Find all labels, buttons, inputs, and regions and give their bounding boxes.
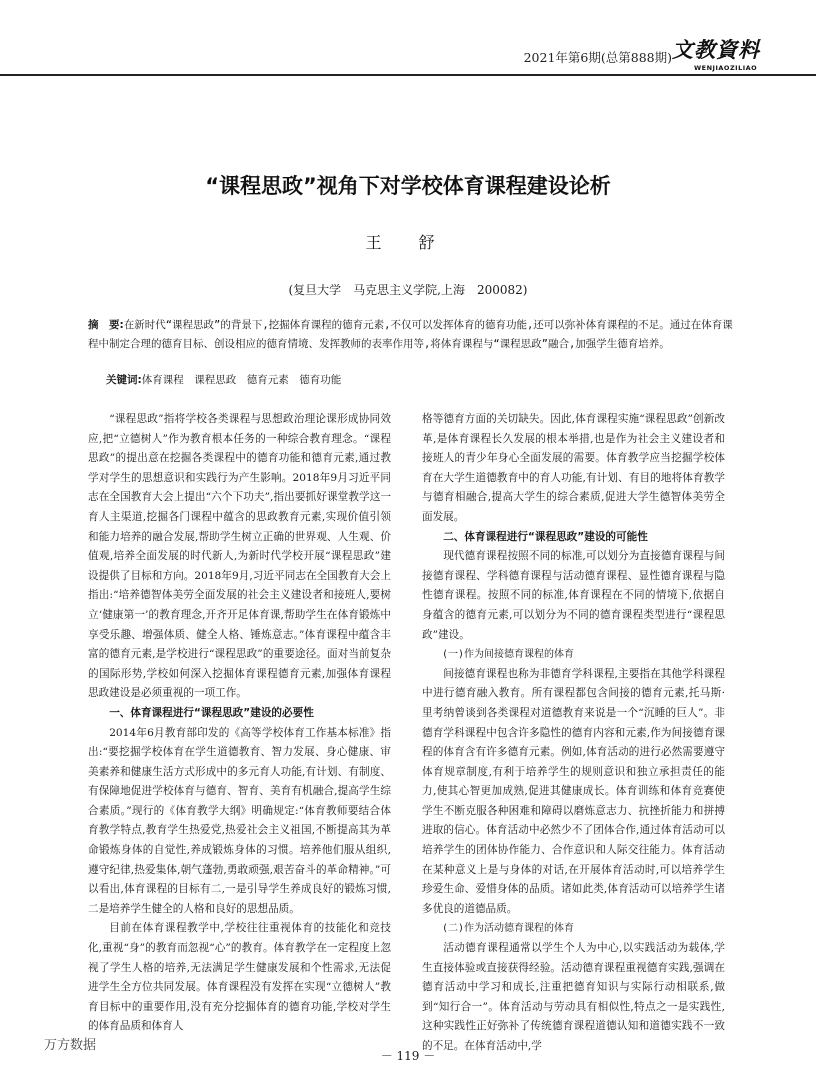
left-column [88,410,391,1037]
article-title: “课程思政”视角下对学校体育课程建设论析 [205,174,611,198]
paragraph: 现代德育课程按照不同的标准,可以划分为直接德育课程与间接德育课程、学科德育课程与活动德育课程、显性德育课程与隐性德育课程。按照不同的标准,体育课程在不同的情境下,依据自身蕴含的德育元素,可以划分为不同的德育课程类型进行“课程思政”建设。 [422,550,725,641]
issue-info: 2021年第6期(总第888期) [523,50,672,65]
paragraph: 2014年6月教育部印发的《高等学校体育工作基本标准》指出:“要挖掘学校体育在学生道德教育、智力发展、身心健康、审美素养和健康生活方式形成中的多元育人功能,有计划、有制度、有保障地促进学校体育与德育、智育、美育有机融合,提高学生综合素质。”现行的《体育教学大纲》明确规定:“体育教师要结合体育教学特点,教育学生热爱党,热爱社会主义祖国,不断提高其为革命锻炼身体的自觉性,养成锻炼身体的习惯。培养他们服从组织,遵守纪律,热爱集体,朝气蓬勃,勇敢顽强,艰苦奋斗的革命精神。”可以看出,体育课程的目标有二,一是引导学生养成良好的锻炼习惯,二是培养学生健全的人格和良好的思想品质。 [88,726,391,915]
abstract-label: 摘 要: [88,319,124,331]
journal-logo-pinyin: WENJIAOZILIAO [694,64,758,72]
watermark: 万方数据 [44,1038,97,1053]
subsection-heading: (一)作为间接德育课程的体育 [442,649,575,661]
author-affiliation: (复旦大学 马克思主义学院,上海 200082) [288,283,528,297]
header-rule [0,74,816,76]
keywords [106,372,746,387]
subsection-heading: (二)作为活动德育课程的体育 [442,923,575,935]
page-number: － 119 － [380,1049,436,1063]
paragraph: 活动德育课程通常以学生个人为中心,以实践活动为载体,学生直接体验或直接获得经验。活动德育课程重视德育实践,强调在德育活动中学习和成长,注重把德育知识与实际行动相联系,做到“知行合一”。体育活动与劳动具有相似性,特点之一是实践性,这种实践性正好弥补了传统德育课程道德认知和道德实践不一致的不足。在体育活动中,学 [422,942,725,1052]
author-name: 王 舒 [365,233,451,252]
paragraph: “课程思政”指将学校各类课程与思想政治理论课形成协同效应,把“立德树人”作为教育根本任务的一种综合教育理念。“课程思政”的提出意在挖掘各类课程中的德育功能和德育元素,通过教学对学生的思想意识和实践行为产生影响。2018年9月习近平同志在全国教育大会上提出“六个下功夫”,指出要抓好课堂教学这一育人主渠道,挖掘各门课程中蕴含的思政教育元素,实现价值引领和能力培养的融合发展,帮助学生树立正确的世界观、人生观、价值观,培养全面发展的时代新人,为新时代学校开展“课程思政”建设提供了目标和方向。2018年9月,习近平同志在全国教育大会上指出:“培养德智体美劳全面发展的社会主义建设者和接班人,要树立‘健康第一’的教育理念,开齐开足体育课,帮助学生在体育锻炼中享受乐趣、增强体质、健全人格、锤炼意志。”体育课程中蕴含丰富的德育元素,是学校进行“课程思政”的重要途径。面对当前复杂的国际形势,学校如何深入挖掘体育课程德育元素,加强体育课程思政建设是必须重视的一项工作。 [88,413,391,700]
keywords-label: 关键词: [106,374,142,386]
abstract [88,316,740,354]
keywords-text: 体育课程 课程思政 德育元素 德育功能 [141,374,342,386]
abstract-text: 在新时代“课程思政”的背景下,挖掘体育课程的德育元素,不仅可以发挥体育的德育功能,还可以弥补体育课程的不足。通过在体育课程中制定合理的德育目标、创设相应的德育情境、发挥教师的表率作用等,将体育课程与“课程思政”融合,加强学生德育培养。 [88,319,733,350]
section-heading: 二、体育课程进行“课程思政”建设的可能性 [443,530,648,543]
paragraph: 目前在体育课程教学中,学校往往重视体育的技能化和竞技化,重视“身”的教育而忽视“心”的教育。体育教学在一定程度上忽视了学生人格的培养,无法满足学生健康发展和个性需求,无法促进学生全方位共同发展。体育课程没有发挥在实现“立德树人”教育目标中的重要作用,没有充分挖掘体育的德育功能,学校对学生的体育品质和体育人 [88,922,391,1033]
right-column [422,410,725,1057]
section-heading: 一、体育课程进行“课程思政”建设的必要性 [109,706,314,719]
journal-logo-text: 文教資料 [672,38,760,62]
paragraph: 格等德育方面的关切缺失。因此,体育课程实施“课程思政”创新改革,是体育课程长久发展的根本举措,也是作为社会主义建设者和接班人的青少年身心全面发展的需要。体育教学应当挖掘学校体育在大学生道德教育中的育人功能,有计划、有目的地将体育教学与德育相融合,提高大学生的综合素质,促进大学生德智体美劳全面发展。 [422,413,725,523]
paragraph: 间接德育课程也称为非德育学科课程,主要指在其他学科课程中进行德育融入教育。所有课程都包含间接的德育元素,托马斯·里考纳曾谈到各类课程对道德教育来说是一个“沉睡的巨人”。非德育学科课程中包含许多隐性的德育内容和元素,作为间接德育课程的体育含有许多德育元素。例如,体育活动的进行必然需要遵守体育规章制度,有利于培养学生的规则意识和独立承担责任的能力,使其心智更加成熟,促进其健康成长。体育训练和体育竞赛使学生不断克服各种困难和障碍以磨炼意志力、抗挫折能力和拼搏进取的信心。体育活动中必然少不了团体合作,通过体育活动可以培养学生的团体协作能力、合作意识和人际交往能力。体育活动在某种意义上是与身体的对话,在开展体育活动时,可以培养学生珍爱生命、爱惜身体的品质。诸如此类,体育活动可以培养学生诸多优良的道德品质。 [422,667,725,915]
journal-logo [672,34,816,74]
